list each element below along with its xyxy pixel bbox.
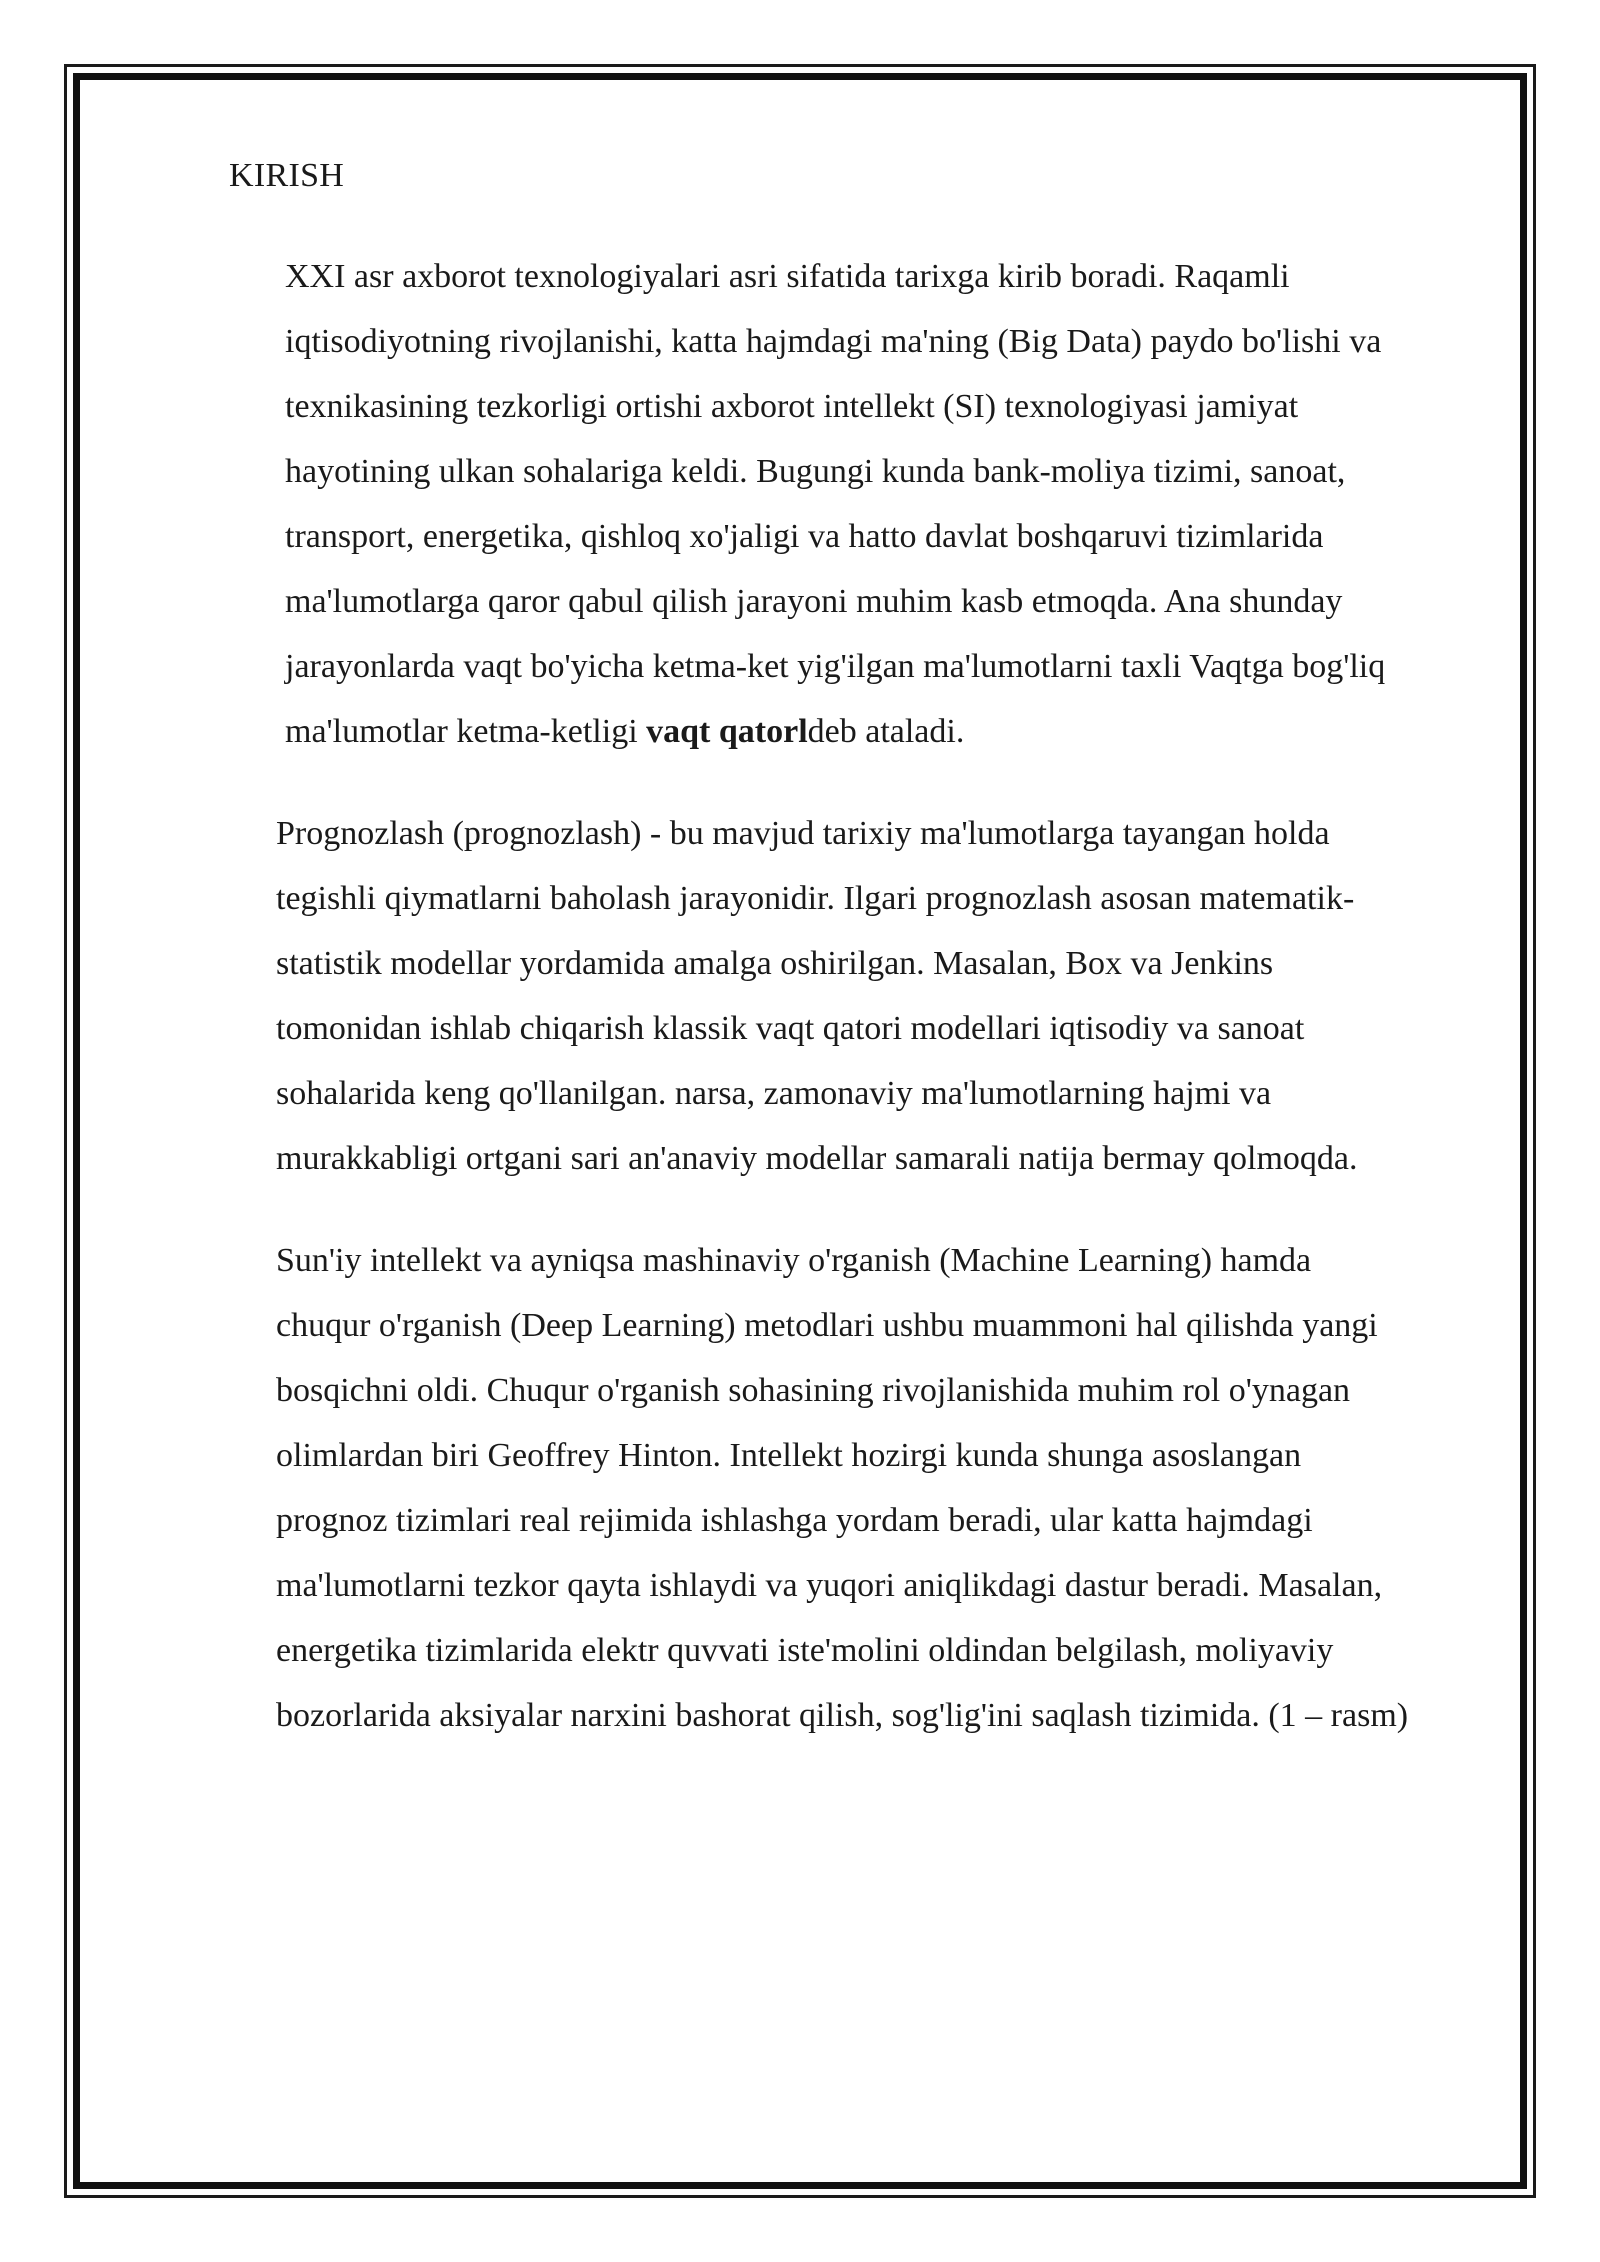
paragraph-line: tegishli qiymatlarni baholash jarayonidir. Ilgari prognozlash asosan matematik- (276, 880, 1355, 917)
paragraph-2 (229, 801, 1489, 1191)
paragraph-line: prognoz tizimlari real rejimida ishlashga yordam beradi, ular katta hajmdagi (276, 1502, 1313, 1539)
paragraph-line: bozorlarida aksiyalar narxini bashorat qilish, sog'lig'ini saqlash tizimida. (1 – rasm) (276, 1697, 1409, 1734)
paragraph-line: bosqichni oldi. Chuqur o'rganish sohasining rivojlanishida muhim rol o'ynagan (276, 1372, 1351, 1409)
paragraph-line: Prognozlash (prognozlash) - bu mavjud tarixiy ma'lumotlarga tayangan holda (276, 815, 1330, 852)
paragraph-line: chuqur o'rganish (Deep Learning) metodlari ushbu muammoni hal qilishda yangi (276, 1307, 1378, 1344)
paragraph-line: texnikasining tezkorligi ortishi axborot intellekt (SI) texnologiyasi jamiyat (285, 388, 1299, 425)
paragraph-line: iqtisodiyotning rivojlanishi, katta hajmdagi ma'ning (Big Data) paydo bo'lishi va (285, 323, 1382, 360)
paragraph-line: murakkabligi ortgani sari an'anaviy modellar samarali natija bermay qolmoqda. (276, 1140, 1358, 1177)
text-run: ma'lumotlar ketma-ketligi (285, 713, 647, 750)
paragraph-line: tomonidan ishlab chiqarish klassik vaqt qatori modellari iqtisodiy va sanoat (276, 1010, 1305, 1047)
paragraph-line: energetika tizimlarida elektr quvvati iste'molini oldindan belgilash, moliyaviy (276, 1632, 1334, 1669)
paragraph-line: statistik modellar yordamida amalga oshirilgan. Masalan, Box va Jenkins (276, 945, 1274, 982)
paragraph-line: XXI asr axborot texnologiyalari asri sifatida tarixga kirib boradi. Raqamli (285, 258, 1290, 295)
paragraph-line: ma'lumotlarga qaror qabul qilish jarayoni muhim kasb etmoqda. Ana shunday (285, 583, 1343, 620)
paragraph-3 (229, 1228, 1489, 1748)
paragraph-line: hayotining ulkan sohalariga keldi. Bugungi kunda bank-moliya tizimi, sanoat, (285, 453, 1346, 490)
paragraph-line: olimlardan biri Geoffrey Hinton. Intellekt hozirgi kunda shunga asoslangan (276, 1437, 1302, 1474)
paragraph-line: transport, energetika, qishloq xo'jaligi va hatto davlat boshqaruvi tizimlarida (285, 518, 1324, 555)
paragraph-line: ma'lumotlarni tezkor qayta ishlaydi va yuqori aniqlikdagi dastur beradi. Masalan, (276, 1567, 1383, 1604)
paragraph-line: jarayonlarda vaqt bo'yicha ketma-ket yig'ilgan ma'lumotlarni taxli Vaqtga bog'liq (285, 648, 1386, 685)
text-run: deb ataladi. (807, 713, 965, 750)
section-heading: KIRISH (229, 157, 345, 194)
paragraph-line: sohalarida keng qo'llanilgan. narsa, zamonaviy ma'lumotlarning hajmi va (276, 1075, 1272, 1112)
document-body (229, 150, 1489, 1748)
paragraph-line: Sun'iy intellekt va ayniqsa mashinaviy o'rganish (Machine Learning) hamda (276, 1242, 1312, 1279)
bold-term: vaqt qatorl (646, 713, 808, 750)
paragraph-line-last (229, 699, 1489, 764)
paragraph-1 (229, 244, 1489, 764)
